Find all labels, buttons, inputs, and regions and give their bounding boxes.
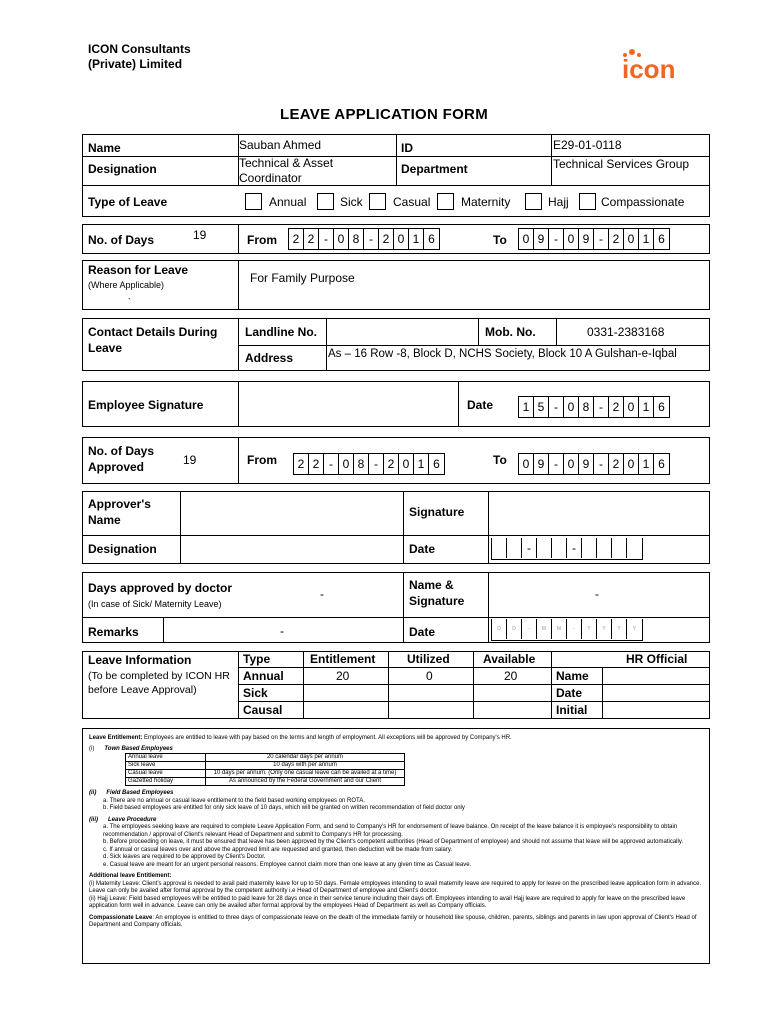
available-header: Available (483, 652, 536, 666)
casual-checkbox[interactable] (369, 193, 386, 210)
date-digit-box: 6 (658, 400, 665, 414)
days-requested-table (82, 224, 710, 254)
utilized-header: Utilized (407, 652, 450, 666)
compassionate-checkbox[interactable] (579, 193, 596, 210)
date-digit-box: 0 (394, 229, 409, 249)
designation-value-1: Technical & Asset (239, 156, 334, 170)
hr-name-label: Name (556, 669, 589, 683)
date-digit-box: 8 (579, 397, 594, 417)
date-digit-box: 1 (414, 454, 429, 474)
field-note-a: a. There are no annual or casual leave entitlement to the field based working employees on ROTA. (103, 797, 365, 804)
entitlement-header: Entitlement (310, 652, 376, 666)
contact-label-2: Leave (88, 341, 123, 355)
hr-date-label: Date (556, 686, 583, 700)
date-digit-box: 9 (534, 229, 549, 249)
date-digit-box (612, 538, 627, 558)
designation-label: Designation (88, 162, 157, 176)
procedure-note-d: d. Sick leaves are required to be approved by Client's Doctor. (103, 854, 266, 860)
date-digit-box: - (324, 454, 339, 474)
date-digit-box: 0 (564, 397, 579, 417)
date-digit-box: 6 (433, 457, 440, 471)
date-digit-box: - (594, 397, 609, 417)
to-date[interactable] (518, 228, 670, 250)
days-approved-table (82, 437, 710, 484)
date-digit-box: 2 (309, 454, 324, 474)
reason-table (82, 260, 710, 310)
town-number: (i) (89, 745, 95, 752)
maternity-option-label: Maternity (461, 195, 511, 209)
procedure-note-a: a. The employees seeking leave are required to complete Leave Application Form, and send to Company's HR for endorsement of leave balance. On receipt of the leave balance it is employee's responsibility to obtain recommendation / approval of Client's relevant Head of Department and submit to Company's HR for processing. (103, 824, 678, 838)
date-digit-box: 1 (519, 397, 534, 417)
doctor-days-sub: (In case of Sick/ Maternity Leave) (88, 599, 222, 609)
procedure-heading: Leave Procedure (108, 816, 157, 823)
hr-initial-label: Initial (556, 703, 588, 717)
compassionate-option-label: Compassionate (601, 195, 685, 209)
name-label: Name (88, 141, 121, 155)
date-digit-box: 1 (639, 229, 654, 249)
leave-info-sub-1: (To be completed by ICON HR (88, 670, 230, 682)
date-digit-box: D (507, 619, 522, 639)
date-digit-box: 0 (564, 454, 579, 474)
name-value: Sauban Ahmed (239, 138, 322, 152)
remarks-value: - (280, 624, 284, 638)
type-of-leave-label: Type of Leave (88, 195, 168, 209)
date-digit-box: 0 (624, 229, 639, 249)
mob-value: 0331-2383168 (587, 325, 665, 339)
reason-tick: ` (128, 297, 131, 307)
hajj-option-label: Hajj (548, 195, 569, 209)
contact-label-1: Contact Details During (88, 325, 218, 339)
days-value: 19 (193, 228, 207, 242)
approved-to-date[interactable] (518, 453, 670, 475)
approved-label-1: No. of Days (88, 444, 155, 458)
sick-checkbox[interactable] (317, 193, 334, 210)
procedure-note-c: c. If annual or casual leaves over and above the approved limit are requested and granted, then deduction will be made from salary. (103, 846, 453, 853)
row-entitlement: 20 (336, 669, 350, 683)
date-digit-box: - (549, 454, 564, 474)
from-date[interactable] (288, 228, 440, 250)
date-digit-box: - (594, 229, 609, 249)
compassionate-heading: Compassionate Leave (89, 914, 153, 921)
signature-date-label: Date (467, 398, 494, 412)
days-label: No. of Days (88, 233, 155, 247)
date-digit-box: 2 (609, 397, 624, 417)
date-digit-box: - (522, 619, 537, 639)
casual-option-label: Casual (393, 195, 431, 209)
approver-date[interactable] (491, 538, 643, 560)
date-digit-box: M (552, 619, 567, 639)
procedure-number: (iii) (89, 816, 98, 823)
employee-details-table (82, 134, 710, 217)
procedure-note-b: b. Before proceeding on leave, it must be ensured that leave has been approved by the Client's competent authorities (Head of Department of employee) and should not assume that leave will be approved automatically. (103, 839, 684, 845)
date-digit-box: 0 (519, 229, 534, 249)
field-heading: Field Based Employees (106, 790, 174, 796)
date-digit-box: 0 (399, 454, 414, 474)
date-digit-box: 2 (304, 229, 319, 249)
date-digit-box: Y (612, 619, 627, 639)
doctor-days-label: Days approved by doctor (88, 581, 233, 595)
approver-signature-label: Signature (409, 505, 465, 519)
maternity-note: (i) Maternity Leave: Client's approval is needed to avail paid maternity leave for up to 50 days. Female employees intending to avail maternity leave are required to apply for leave on the prescribed leave application form in advance. Leave can only be availed after formal approval by the competent authority i.e Head of Department of employee and Client's doctor. (89, 880, 702, 894)
remarks-label: Remarks (88, 625, 139, 639)
date-digit-box: 5 (534, 397, 549, 417)
date-digit-box: 2 (289, 229, 304, 249)
reason-label: Reason for Leave (88, 263, 189, 277)
date-digit-box (507, 538, 522, 558)
date-digit-box (492, 538, 507, 558)
date-digit-box: - (567, 619, 582, 639)
date-digit-box: 1 (409, 229, 424, 249)
date-digit-box: 8 (349, 229, 364, 249)
doctor-name-signature-label-1: Name & (409, 578, 454, 592)
date-digit-box: 0 (564, 229, 579, 249)
row-type: Annual (243, 669, 284, 683)
leave-info-sub-2: before Leave Approval) (88, 684, 197, 696)
doctor-name-signature-value: - (595, 587, 599, 601)
department-label: Department (401, 162, 468, 176)
entitlement-text: Employees are entitled to leave with pay based on the terms and length of employment. All exceptions will be approved by Company's HR. (142, 735, 512, 741)
date-digit-box: 2 (379, 229, 394, 249)
doctor-date[interactable] (491, 619, 643, 641)
doctor-date-label: Date (409, 625, 436, 639)
approved-from-date[interactable] (293, 453, 445, 475)
date-digit-box (552, 538, 567, 558)
date-digit-box: 6 (658, 457, 665, 471)
date-digit-box: D (492, 619, 507, 639)
landline-label: Landline No. (245, 325, 317, 339)
doctor-days-value: - (320, 587, 324, 601)
leave-info-label: Leave Information (88, 653, 192, 667)
type-header: Type (243, 652, 271, 666)
field-number: (ii) (89, 790, 97, 796)
approver-date-label: Date (409, 542, 436, 556)
doctor-remarks-table (82, 572, 710, 643)
date-digit-box: 2 (294, 454, 309, 474)
reason-value: For Family Purpose (250, 271, 355, 285)
contact-table (82, 318, 710, 371)
date-digit-box: 6 (428, 232, 435, 246)
date-digit-box: 6 (658, 232, 665, 246)
date-digit-box: 0 (519, 454, 534, 474)
date-digit-box: 9 (579, 229, 594, 249)
approved-from-label: From (247, 453, 277, 467)
hajj-note: (ii) Hajj Leave: Field based employees will be entitled to paid leave for 28 days once in their service tenure including their days off. Employees intending to avail Hajj leave are required to apply for leave on the prescribed leave application form well in advance. Leave can only be availed after formal approval by the employees Head of Department as well as Company officials. (89, 895, 686, 909)
date-digit-box: - (594, 454, 609, 474)
date-digit-box: 0 (334, 229, 349, 249)
date-digit-box: 0 (624, 397, 639, 417)
row-available: 20 (504, 669, 518, 683)
town-heading: Town Based Employees (104, 745, 173, 752)
additional-heading: Additional leave Entitlement: (89, 873, 172, 879)
mob-label: Mob. No. (485, 325, 536, 339)
date-digit-box: 0 (624, 454, 639, 474)
maternity-checkbox[interactable] (437, 193, 454, 210)
employee-signature-label: Employee Signature (88, 398, 204, 412)
from-label: From (247, 233, 277, 247)
date-digit-box: Y (632, 626, 637, 632)
id-label: ID (401, 141, 413, 155)
annual-option-label: Annual (269, 195, 307, 209)
row-type: Causal (243, 703, 283, 717)
date-digit-box: - (567, 538, 582, 558)
approved-to-label: To (493, 453, 507, 467)
hajj-checkbox[interactable] (525, 193, 542, 210)
date-digit-box: - (522, 538, 537, 558)
row-utilized: 0 (426, 669, 433, 683)
doctor-name-signature-label-2: Signature (409, 594, 465, 608)
date-digit-box: - (549, 229, 564, 249)
date-digit-box: 2 (609, 229, 624, 249)
icon-logo (620, 44, 706, 84)
leave-information-table (82, 651, 710, 719)
approved-value: 19 (183, 453, 197, 467)
date-digit-box: M (537, 619, 552, 639)
date-digit-box: 2 (384, 454, 399, 474)
date-digit-box: - (369, 454, 384, 474)
address-label: Address (245, 351, 294, 365)
date-digit-box (582, 538, 597, 558)
sick-option-label: Sick (340, 195, 363, 209)
designation-value-2: Coordinator (239, 171, 302, 185)
approver-table (82, 491, 710, 564)
compassionate-text: : An employee is entitled to three days of compassionate leave on the death of the immediate family or household like spouse, children, parents, siblings and parents in law upon approval of Client's Head of Department and Company officials. (89, 914, 697, 928)
hr-official-header: HR Official (626, 652, 688, 666)
department-value: Technical Services Group (553, 157, 690, 171)
date-digit-box (597, 538, 612, 558)
approver-name-label-1: Approver's (88, 497, 151, 511)
row-type: Sick (243, 686, 268, 700)
reason-sub-label: (Where Applicable) (88, 280, 165, 290)
date-digit-box: 2 (609, 454, 624, 474)
date-digit-box: Y (597, 619, 612, 639)
procedure-note-e: e. Casual leave are meant for an urgent personal reasons. Employee cannot claim more than one leave at any given time as Casual leave. (103, 861, 472, 868)
date-digit-box: 1 (639, 397, 654, 417)
to-label: To (493, 233, 507, 247)
entitlement-heading: Leave Entitlement: (89, 735, 143, 741)
approved-label-2: Approved (88, 460, 145, 474)
date-digit-box (537, 538, 552, 558)
date-digit-box: - (549, 397, 564, 417)
date-digit-box: 0 (339, 454, 354, 474)
company-name: ICON Consultants (Private) Limited (88, 42, 191, 71)
address-value: As – 16 Row -8, Block D, NCHS Society, Block 10 A Gulshan-e-Iqbal (328, 348, 677, 360)
field-note-b: b. Field based employees are entitled for only sick leave of 10 days, which will be granted on written recommendation of field doctor only (103, 805, 465, 811)
id-value: E29-01-0118 (553, 138, 622, 152)
date-digit-box: 8 (354, 454, 369, 474)
form-title: LEAVE APPLICATION FORM (280, 106, 488, 123)
signature-date[interactable] (518, 396, 670, 418)
approver-name-label-2: Name (88, 513, 121, 527)
date-digit-box: - (364, 229, 379, 249)
leave-policy-notes (82, 728, 710, 964)
annual-checkbox[interactable] (245, 193, 262, 210)
town-entitlement-table: Annual leave 20 calendar days per annum Sick leave 10 days with per annum Casual leave 10 days per annum. (Only one casual leave can be availed at a time) Gazetted holiday As announced by the Federal Government and our Client (125, 753, 405, 786)
date-digit-box: 1 (639, 454, 654, 474)
date-digit-box: - (319, 229, 334, 249)
date-digit-box (627, 538, 642, 558)
date-digit-box: Y (582, 619, 597, 639)
date-digit-box: 9 (579, 454, 594, 474)
svg-text:icon: icon (622, 54, 676, 84)
date-digit-box: 9 (534, 454, 549, 474)
employee-signature-table (82, 381, 710, 427)
approver-designation-label: Designation (88, 542, 157, 556)
